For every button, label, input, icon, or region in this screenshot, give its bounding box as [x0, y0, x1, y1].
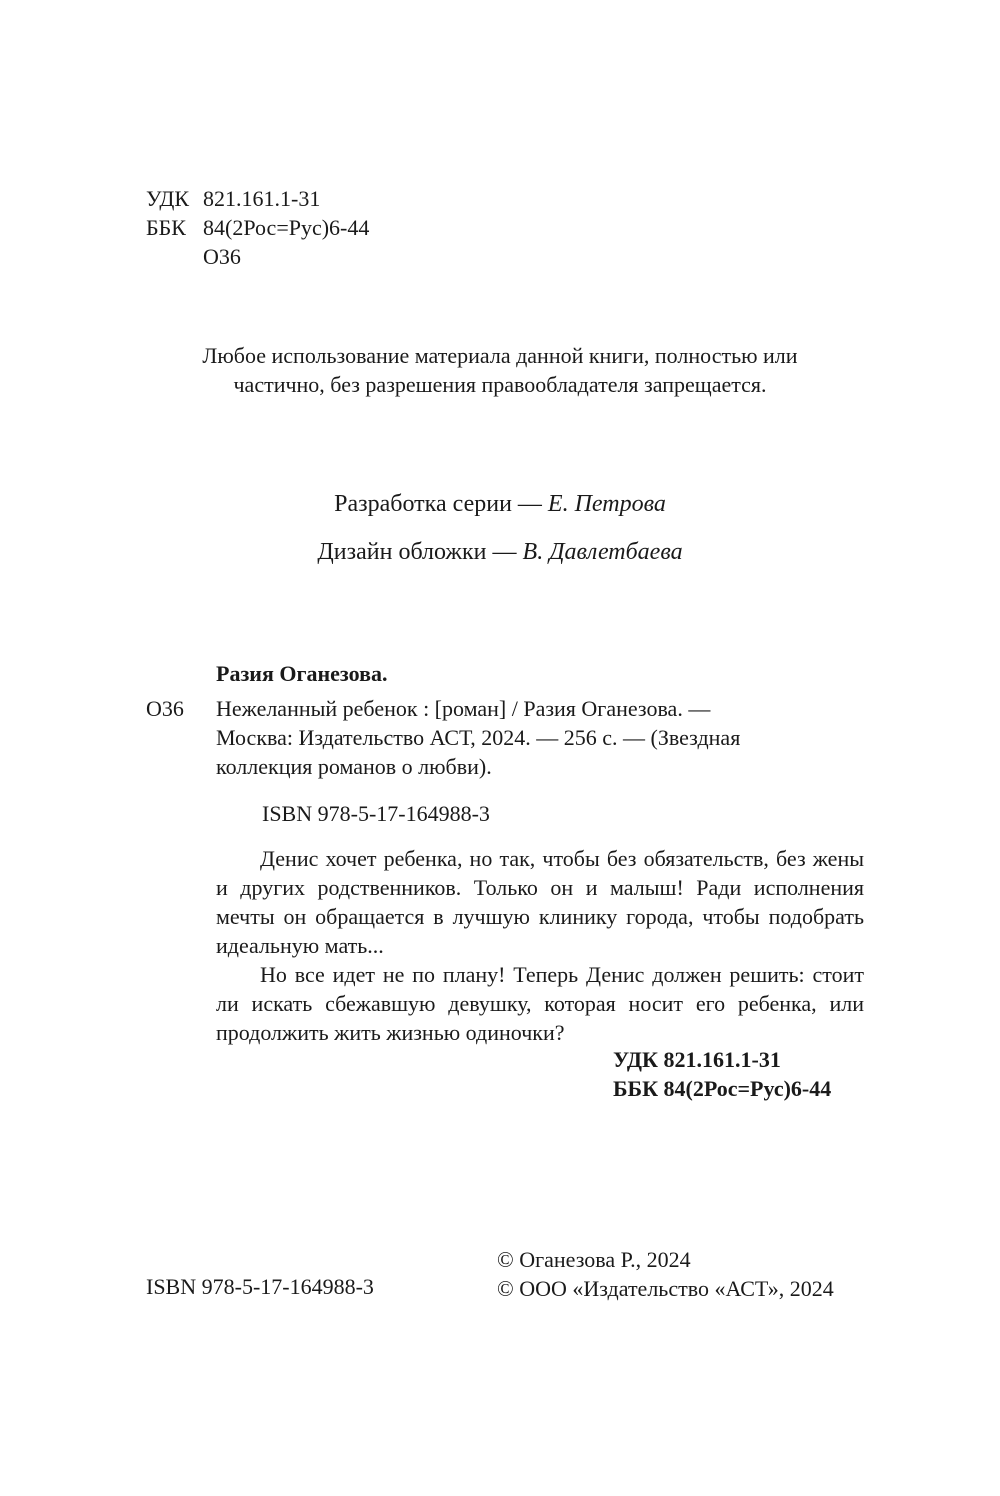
notice-line-1: Любое использование материала данной книги, полностью или: [202, 343, 798, 368]
annotation-paragraph-2: Но все идет не по плану! Теперь Денис должен решить: стоит ли искать сбежавшую девушку, которая носит его ребенка, или продолжить жить жизнью одиночки?: [216, 962, 864, 1045]
cover-credit: [0, 534, 1000, 582]
series-credit: [0, 486, 1000, 534]
cover-credit-label: Дизайн обложки —: [317, 539, 523, 565]
udk-label: УДК: [146, 186, 190, 211]
copyright-publisher: © ООО «Издательство «АСТ», 2024: [497, 1276, 834, 1301]
author-mark: О36: [203, 244, 241, 269]
series-credit-label: Разработка серии —: [334, 491, 548, 517]
bib-author: Разия Оганезова.: [216, 661, 388, 686]
copyright-author: © Оганезова Р., 2024: [497, 1247, 691, 1272]
footer-isbn: ISBN 978-5-17-164988-3: [146, 1274, 374, 1299]
bbk-row: [146, 213, 369, 242]
bbk-label: ББК: [146, 215, 186, 240]
annotation: [216, 844, 864, 1047]
bib-description: [216, 694, 868, 781]
author-mark-row: [146, 242, 369, 271]
bib-isbn: ISBN 978-5-17-164988-3: [262, 801, 490, 826]
bib-line-3: коллекция романов о любви).: [216, 754, 492, 779]
udk-value: 821.161.1-31: [203, 186, 321, 211]
credits-block: [0, 486, 1000, 582]
notice-line-2: частично, без разрешения правообладателя запрещается.: [233, 372, 767, 397]
bottom-udk: УДК 821.161.1-31: [613, 1047, 781, 1072]
bottom-class-codes: [613, 1045, 831, 1103]
bottom-bbk: ББК 84(2Рос=Рус)6-44: [613, 1076, 832, 1101]
bib-author-mark: О36: [146, 696, 184, 721]
udk-row: [146, 184, 369, 213]
series-credit-name: Е. Петрова: [547, 491, 666, 517]
copyright-block: [497, 1245, 834, 1303]
cover-credit-name: В. Давлетбаева: [522, 539, 683, 565]
annotation-paragraph-1: Денис хочет ребенка, но так, чтобы без обязательств, без жены и других родственников. Только он и малыш! Ради исполнения мечты он обращается в лучшую клинику города, чтобы подобрать идеальную мать...: [216, 846, 864, 958]
classification-block: [146, 184, 369, 271]
bbk-value: 84(2Рос=Рус)6-44: [203, 215, 370, 240]
usage-notice: [0, 341, 1000, 399]
bib-line-1: Нежеланный ребенок : [роман] / Разия Оганезова. —: [216, 696, 711, 721]
bib-line-2: Москва: Издательство АСТ, 2024. — 256 с. — (Звездная: [216, 725, 741, 750]
